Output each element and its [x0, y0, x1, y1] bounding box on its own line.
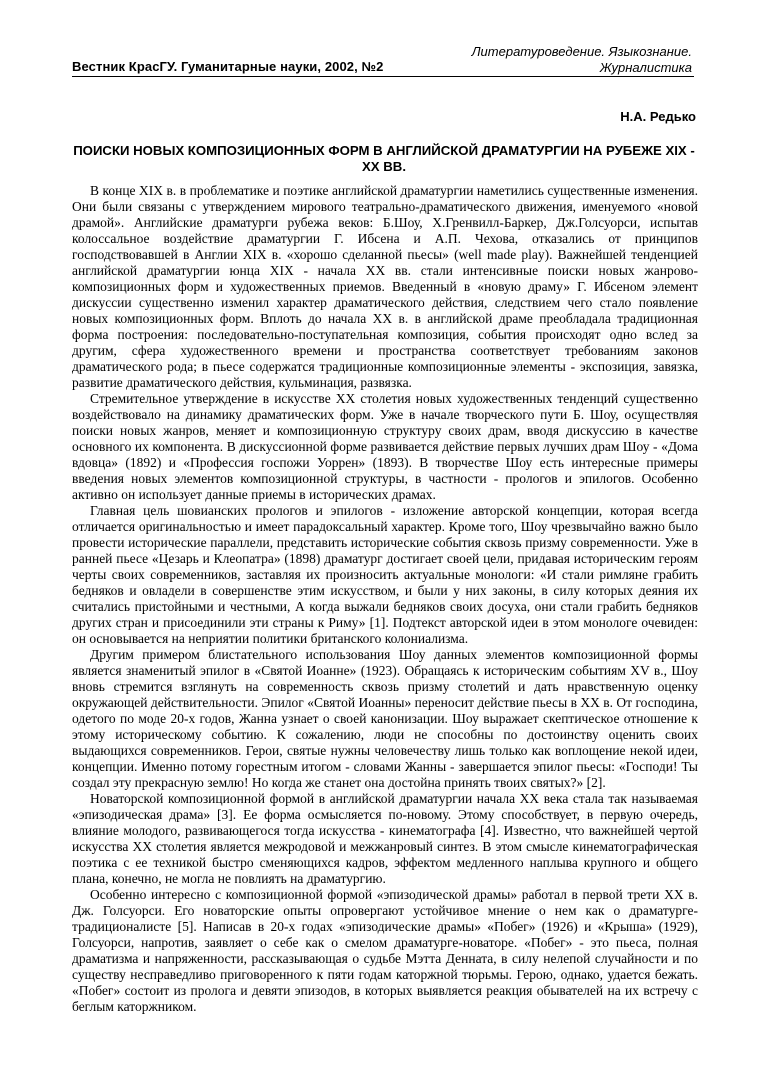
journal-section	[472, 44, 692, 75]
paragraph: В конце XIX в. в проблематике и поэтике английской драматургии наметились существенные изменения. Они были связаны с утверждением мирового театрально-драматического движения, именуемого «новой драмой». Английские драматурги рубежа веков: Б.Шоу, Х.Гренвилл-Баркер, Дж.Голсуорси, испытав колоссальное воздействие драматургии Г. Ибсена и А.П. Чехова, отказались от принципов господствовавшей в Англии XIX в. «хорошо сделанной пьесы» (well made play). Важнейшей тенденцией английской драматургии юнца XIX - начала XX вв. стали интенсивные поиски новых жанрово-композиционных форм и художественных приемов. Введенный в «новую драму» Г. Ибсеном элемент дискуссии существенно изменил характер драматического действия, следствием чего стало появление новых композиционных форм. Вплоть до начала XX в. в английской драме преобладала традиционная форма построения: последовательно-поступательная композиция, события происходят одно вслед за другим, сфера художественного времени и пространства соответствует требованиям законов драматического рода; в пьесе содержатся традиционные композиционные элементы - экспозиция, завязка, развитие драматического действия, кульминация, развязка.	[72, 183, 698, 390]
paragraph: Другим примером блистательного использования Шоу данных элементов композиционной формы является знаменитый эпилог в «Святой Иоанне» (1923). Обращаясь к историческим событиям XV в., Шоу вновь стремится взглянуть на современность сквозь призму столетий и дать нравственную оценку окружающей действительности. Эпилог «Святой Иоанны» переносит действие пьесы в XX в. От господина, одетого по моде 20-х годов, Жанна узнает о своей канонизации. Шоу выражает скептическое отношение к этому историческому событию. К сожалению, люди не способны по достоинству оценить своих выдающихся современников. Герои, святые нужны человечеству лишь только как воплощение некой идеи, концепции. Именно потому горестным итогом - словами Жанны - завершается эпилог пьесы: «Господи! Ты создал эту прекрасную землю! Но когда же станет она достойна принять твоих святых?» [2].	[72, 647, 698, 790]
journal-title: Вестник КрасГУ. Гуманитарные науки, 2002, №2	[72, 59, 384, 74]
article-title: ПОИСКИ НОВЫХ КОМПОЗИЦИОННЫХ ФОРМ В АНГЛИЙСКОЙ ДРАМАТУРГИИ НА РУБЕЖЕ XIX - XX ВВ.	[73, 143, 695, 174]
paragraph: Главная цель шовианских прологов и эпилогов - изложение авторской концепции, которая всегда отличается оригинальностью и имеет парадоксальный характер. Кроме того, Шоу чрезвычайно важно было провести исторические параллели, представить исторические события сквозь призму современности. Уже в ранней пьесе «Цезарь и Клеопатра» (1898) драматург достигает своей цели, придавая историческим героям черты своих современников, заставляя их произносить актуальные монологи: «И стали римляне грабить бедняков и овладели в совершенстве этим искусством, и были у них законы, в силу которых деяния их считались пристойными и честными, А когда выжали бедняков своих досуха, они стали грабить бедняков других стран и присоединили эти страны к Риму» [1]. Подтекст авторской идеи в этом монологе очевиден: он основывается на неприятии политики британского колониализма.	[72, 503, 698, 646]
paragraph: Особенно интересно с композиционной формой «эпизодической драмы» работал в первой трети XX в. Дж. Голсуорси. Его новаторские опыты опровергают устойчивое мнение о нем как о драматурге-традиционалисте [5]. Написав в 20-х годах «эпизодические драмы» «Побег» (1926) и «Крыша» (1929), Голсуорси, напротив, заявляет о себе как о смелом драматурге-новаторе. «Побег» - это пьеса, полная драматизма и напряженности, рассказывающая о судьбе Мэтта Денната, в силу нелепой случайности и по существу несправедливо приговоренного к пяти годам каторжной тюрьмы. Герою, однако, удается бежать. «Побег» состоит из пролога и девяти эпизодов, в которых выявляется реакция обывателей на их встречу с беглым каторжником.	[72, 887, 698, 1014]
article-author: Н.А. Редько	[620, 109, 696, 124]
journal-section-line-1: Литературоведение. Языкознание.	[471, 44, 692, 59]
header-divider	[72, 76, 694, 77]
journal-section-line-2: Журналистика	[599, 59, 692, 75]
paragraph: Стремительное утверждение в искусстве XX столетия новых художественных тенденций существенно воздействовало на динамику драматических форм. Уже в начале творческого пути Б. Шоу, осуществляя поиски новых жанров, меняет и композиционную структуру своих драм, вводя дискуссию в качестве основного их компонента. В дискуссионной форме развивается действие первых лучших драм Шоу - «Дома вдовца» (1892) и «Профессия госпожи Уоррен» (1893). В творчестве Шоу есть интересные примеры введения новых элементов композиционной структуры, в частности - прологов и эпилогов. Особенно активно он использует данные приемы в исторических драмах.	[72, 391, 698, 502]
paragraph: Новаторской композиционной формой в английской драматургии начала XX века стала так называемая «эпизодическая драма» [3]. Ее форма осмысляется по-новому. Этому способствует, в первую очередь, влияние молодого, развивающегося тогда искусства - кинематографа [4]. Известно, что важнейшей чертой искусства XX столетия является межродовой и межжанровый синтез. В этом смысле кинематографическая поэтика с ее техникой быстро сменяющихся кадров, эффектом медленного наплыва крупного и общего плана, конечно, не могла не повлиять на драматургию.	[72, 791, 698, 886]
article-body	[72, 183, 698, 1015]
